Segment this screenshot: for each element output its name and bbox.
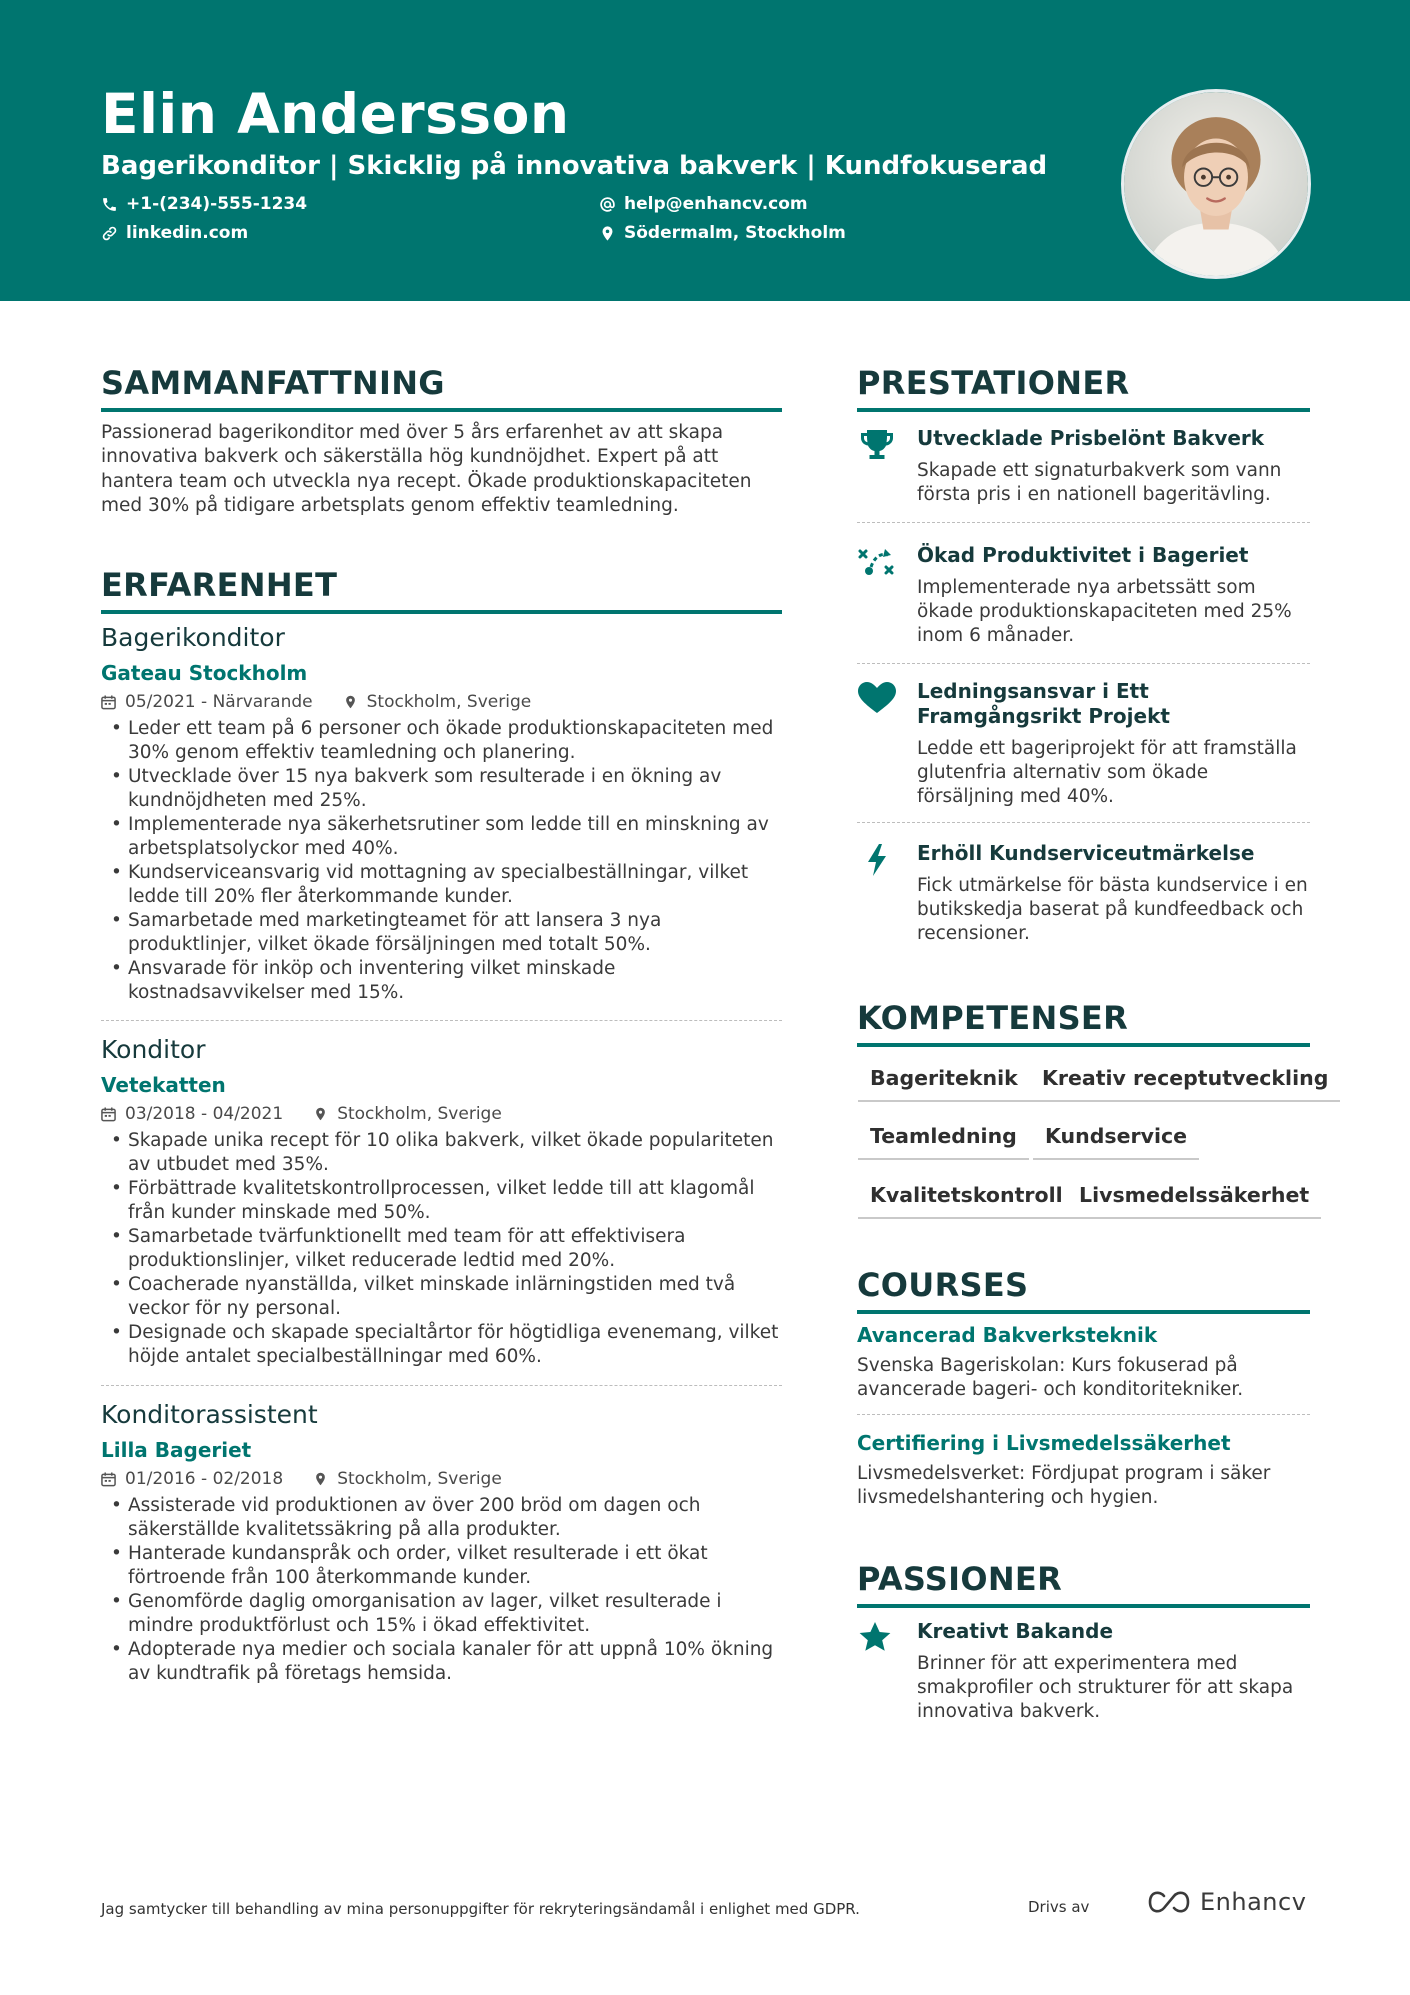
contact-linkedin[interactable] bbox=[101, 223, 248, 243]
powered-by-text: Drivs av bbox=[1028, 1898, 1090, 1916]
job-meta bbox=[101, 1103, 782, 1125]
achievement-title: Ledningsansvar i Ett Framgångsrikt Projekt bbox=[917, 679, 1170, 728]
candidate-headline: Bagerikonditor | Skicklig på innovativa bakverk | Kundfokuserad bbox=[101, 151, 1048, 181]
job-bullet: • Samarbetade med marketingteamet för att lansera 3 nya produktlinjer, vilket ökade försäljningen med totalt 50%. bbox=[101, 909, 782, 957]
calendar-icon bbox=[101, 694, 116, 710]
job-bullet: • Coacherade nyanställda, vilket minskade inlärningstiden med två veckor för ny personal. bbox=[101, 1273, 782, 1321]
lightning-icon bbox=[857, 843, 897, 877]
achievement-description: Implementerade nya arbetssätt som ökade produktionskapaciteten med 25% inom 6 månader. bbox=[917, 577, 1292, 646]
job-bullet: • Hanterade kundanspråk och order, vilket resulterade i ett ökat förtroende från 100 återkommande kunder. bbox=[101, 1542, 782, 1590]
section-title-courses: COURSES bbox=[857, 1266, 1310, 1314]
candidate-name: Elin Andersson bbox=[101, 82, 570, 146]
achievement-item bbox=[857, 426, 1310, 507]
divider bbox=[857, 1414, 1310, 1415]
job-company: Gateau Stockholm bbox=[101, 661, 308, 685]
avatar bbox=[1121, 89, 1311, 279]
trophy-icon bbox=[857, 428, 897, 462]
skill-tag: Kreativ receptutveckling bbox=[1030, 1066, 1340, 1102]
section-title-skills: KOMPETENSER bbox=[857, 999, 1310, 1047]
achievement-title: Erhöll Kundserviceutmärkelse bbox=[917, 841, 1255, 865]
passion-description: Brinner för att experimentera med smakprofiler och strukturer för att skapa innovativa bakverk. bbox=[917, 1653, 1294, 1722]
divider bbox=[857, 663, 1310, 664]
skill-tag: Teamledning bbox=[858, 1124, 1029, 1160]
course-description: Livsmedelsverket: Fördjupat program i säker livsmedelshantering och hygien. bbox=[857, 1463, 1271, 1508]
job-meta bbox=[101, 1468, 782, 1490]
calendar-icon bbox=[101, 1106, 116, 1122]
job-bullet: • Leder ett team på 6 personer och ökade produktionskapaciteten med 30% genom effektiv teamledning och planering. bbox=[101, 717, 782, 765]
course-item bbox=[857, 1431, 1310, 1510]
job-bullets bbox=[101, 717, 782, 1005]
job-bullet: • Designade och skapade specialtårtor för högtidliga evenemang, vilket höjde antalet specialbeställningar med 60%. bbox=[101, 1321, 782, 1369]
summary-text: Passionerad bagerikonditor med över 5 års erfarenhet av att skapa innovativa bakverk och säkerställa hög kundnöjdhet. Expert på att hantera team och utveckla nya recept. Ökade produktionskapaciteten med 30% på tidigare arbetsplats genom effektiv teamledning. bbox=[101, 422, 752, 516]
achievement-item bbox=[857, 543, 1310, 648]
job-bullet: • Skapade unika recept för 10 olika bakverk, vilket ökade populariteten av utbudet med 35%. bbox=[101, 1129, 782, 1177]
job-location: Stockholm, Sverige bbox=[343, 691, 532, 713]
skill-tag: Livsmedelssäkerhet bbox=[1067, 1183, 1321, 1219]
achievement-item bbox=[857, 679, 1310, 809]
phone-text: +1-(234)-555-1234 bbox=[126, 194, 308, 214]
location-pin-icon bbox=[313, 1106, 328, 1122]
link-icon bbox=[101, 225, 118, 242]
job-meta bbox=[101, 691, 782, 713]
job-bullet: • Assisterade vid produktionen av över 200 bröd om dagen och säkerställde kvalitetssäkring på alla produkter. bbox=[101, 1494, 782, 1542]
job-dates: 05/2021 - Närvarande bbox=[101, 691, 313, 713]
achievement-description: Ledde ett bageriprojekt för att framställa glutenfria alternativ som ökade försäljning med 40%. bbox=[917, 738, 1297, 807]
location-pin-icon bbox=[313, 1471, 328, 1487]
location-pin-icon bbox=[599, 225, 616, 242]
divider bbox=[101, 1385, 782, 1386]
experience-entry bbox=[101, 623, 782, 1005]
heart-icon bbox=[857, 681, 897, 715]
gdpr-consent-text: Jag samtycker till behandling av mina personuppgifter för rekryteringsändamål i enlighet med GDPR. bbox=[101, 1900, 860, 1918]
divider bbox=[101, 1020, 782, 1021]
job-title: Konditorassistent bbox=[101, 1400, 318, 1429]
job-bullet: • Adopterade nya medier och sociala kanaler för att uppnå 10% ökning av kundtrafik på företags hemsida. bbox=[101, 1638, 782, 1686]
contact-phone[interactable] bbox=[101, 194, 307, 214]
job-bullet: • Genomförde daglig omorganisation av lager, vilket resulterade i mindre produktförlust och 15% i ökad effektivitet. bbox=[101, 1590, 782, 1638]
achievement-description: Fick utmärkelse för bästa kundservice i en butikskedja baserat på kundfeedback och recensioner. bbox=[917, 875, 1308, 944]
job-bullet: • Utvecklade över 15 nya bakverk som resulterade i en ökning av kundnöjdheten med 25%. bbox=[101, 765, 782, 813]
experience-entry bbox=[101, 1400, 782, 1686]
job-bullet: • Förbättrade kvalitetskontrollprocessen, vilket ledde till att klagomål från kunder minskade med 50%. bbox=[101, 1177, 782, 1225]
section-title-summary: SAMMANFATTNING bbox=[101, 364, 782, 412]
job-bullet: • Ansvarade för inköp och inventering vilket minskade kostnadsavvikelser med 15%. bbox=[101, 957, 782, 1005]
job-dates: 01/2016 - 02/2018 bbox=[101, 1468, 283, 1490]
skill-tag: Bageriteknik bbox=[858, 1066, 1030, 1102]
job-company: Lilla Bageriet bbox=[101, 1438, 252, 1462]
section-title-achievements: PRESTATIONER bbox=[857, 364, 1310, 412]
job-bullet: • Implementerade nya säkerhetsrutiner som ledde till en minskning av arbetsplatsolyckor med 40%. bbox=[101, 813, 782, 861]
job-bullet: • Kundserviceansvarig vid mottagning av specialbeställningar, vilket ledde till 20% fler återkommande kunder. bbox=[101, 861, 782, 909]
contact-email[interactable] bbox=[599, 194, 808, 214]
course-item bbox=[857, 1323, 1310, 1402]
experience-entry bbox=[101, 1035, 782, 1369]
calendar-icon bbox=[101, 1471, 116, 1487]
resume-header bbox=[0, 0, 1410, 301]
strategy-icon bbox=[857, 545, 897, 579]
divider bbox=[857, 822, 1310, 823]
course-title: Certifiering i Livsmedelssäkerhet bbox=[857, 1431, 1231, 1455]
achievement-title: Utvecklade Prisbelönt Bakverk bbox=[917, 426, 1265, 450]
section-title-experience: ERFARENHET bbox=[101, 566, 782, 614]
course-title: Avancerad Bakverksteknik bbox=[857, 1323, 1158, 1347]
job-bullet: • Samarbetade tvärfunktionellt med team för att effektivisera produktionslinjer, vilket reducerade ledtid med 20%. bbox=[101, 1225, 782, 1273]
achievement-item bbox=[857, 841, 1310, 946]
section-title-passions: PASSIONER bbox=[857, 1560, 1310, 1608]
phone-icon bbox=[101, 196, 118, 213]
course-description: Svenska Bageriskolan: Kurs fokuserad på avancerade bageri- och konditoritekniker. bbox=[857, 1355, 1244, 1400]
job-bullets bbox=[101, 1129, 782, 1369]
skill-tag: Kvalitetskontroll bbox=[858, 1183, 1075, 1219]
enhancv-logo[interactable] bbox=[1146, 1888, 1306, 1916]
job-bullets bbox=[101, 1494, 782, 1686]
linkedin-text: linkedin.com bbox=[126, 223, 249, 243]
profile-photo bbox=[1124, 92, 1308, 276]
email-text: help@enhancv.com bbox=[624, 194, 808, 214]
job-title: Konditor bbox=[101, 1035, 206, 1064]
job-dates: 03/2018 - 04/2021 bbox=[101, 1103, 283, 1125]
achievement-title: Ökad Produktivitet i Bageriet bbox=[917, 543, 1249, 567]
passion-title: Kreativt Bakande bbox=[917, 1619, 1114, 1643]
star-icon bbox=[857, 1621, 897, 1655]
enhancv-brand-name: Enhancv bbox=[1200, 1888, 1307, 1916]
job-location: Stockholm, Sverige bbox=[313, 1468, 502, 1490]
job-location: Stockholm, Sverige bbox=[313, 1103, 502, 1125]
job-title: Bagerikonditor bbox=[101, 623, 285, 652]
contact-location bbox=[599, 223, 846, 243]
achievement-description: Skapade ett signaturbakverk som vann första pris i en nationell bageritävling. bbox=[917, 460, 1282, 505]
job-company: Vetekatten bbox=[101, 1073, 226, 1097]
location-pin-icon bbox=[343, 694, 358, 710]
at-icon bbox=[599, 196, 616, 213]
skill-tag: Kundservice bbox=[1033, 1124, 1199, 1160]
divider bbox=[857, 522, 1310, 523]
location-text: Södermalm, Stockholm bbox=[624, 223, 846, 243]
passion-item bbox=[857, 1619, 1310, 1724]
enhancv-logo-icon bbox=[1146, 1889, 1192, 1915]
